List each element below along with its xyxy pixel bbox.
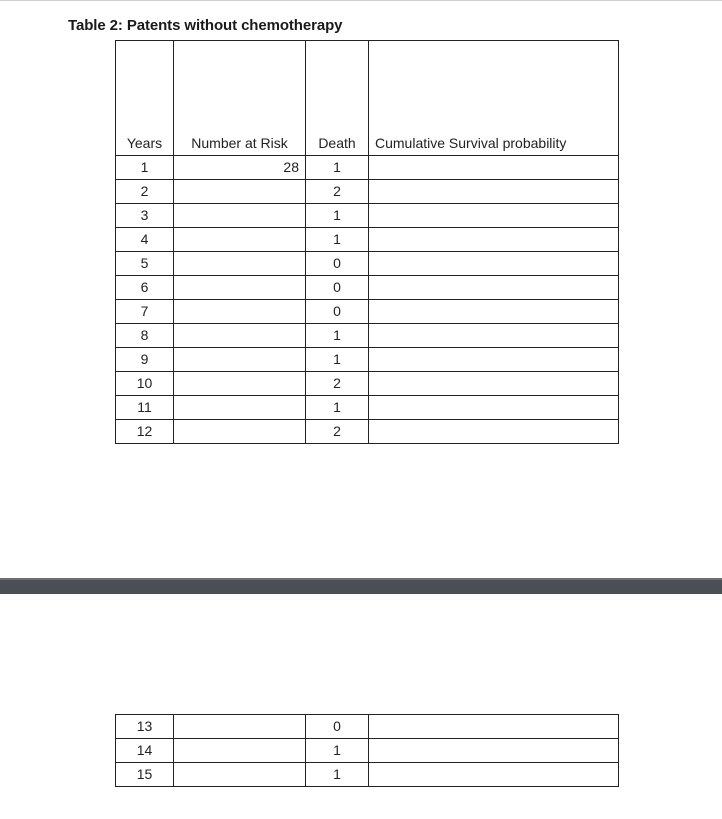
cell-cumulative-survival (369, 180, 619, 204)
table-row (116, 156, 619, 180)
cell-death: 0 (306, 276, 369, 300)
cell-cumulative-survival (369, 763, 619, 787)
cell-years: 8 (116, 324, 174, 348)
cell-death: 1 (306, 396, 369, 420)
cell-cumulative-survival (369, 228, 619, 252)
table-title: Table 2: Patents without chemotherapy (68, 17, 343, 34)
table-row (116, 372, 619, 396)
cell-death: 0 (306, 252, 369, 276)
cell-death: 2 (306, 180, 369, 204)
cell-years: 2 (116, 180, 174, 204)
cell-years: 13 (116, 715, 174, 739)
cell-years: 9 (116, 348, 174, 372)
cell-cumulative-survival (369, 204, 619, 228)
cell-death: 1 (306, 763, 369, 787)
cell-number-at-risk (174, 252, 306, 276)
cell-years: 4 (116, 228, 174, 252)
cell-number-at-risk (174, 228, 306, 252)
cell-cumulative-survival (369, 156, 619, 180)
cell-number-at-risk (174, 739, 306, 763)
cell-cumulative-survival (369, 715, 619, 739)
header-death: Death (306, 131, 369, 156)
cell-cumulative-survival (369, 252, 619, 276)
cell-years: 5 (116, 252, 174, 276)
cell-years: 7 (116, 300, 174, 324)
table-row (116, 739, 619, 763)
header-number-at-risk: Number at Risk (174, 131, 306, 156)
header-spacer-cell (369, 41, 619, 132)
cell-number-at-risk (174, 396, 306, 420)
cell-cumulative-survival (369, 739, 619, 763)
table-row (116, 180, 619, 204)
cell-number-at-risk (174, 763, 306, 787)
cell-death: 0 (306, 715, 369, 739)
cell-number-at-risk (174, 420, 306, 444)
cell-cumulative-survival (369, 324, 619, 348)
cell-death: 1 (306, 324, 369, 348)
cell-number-at-risk (174, 204, 306, 228)
cell-cumulative-survival (369, 300, 619, 324)
survival-table (115, 40, 619, 444)
table-row (116, 204, 619, 228)
cell-death: 1 (306, 739, 369, 763)
cell-number-at-risk (174, 324, 306, 348)
table-row (116, 228, 619, 252)
header-row (116, 131, 619, 156)
cell-cumulative-survival (369, 372, 619, 396)
header-spacer-cell (174, 41, 306, 132)
cell-number-at-risk (174, 180, 306, 204)
cell-number-at-risk (174, 715, 306, 739)
cell-cumulative-survival (369, 276, 619, 300)
header-cumulative-survival: Cumulative Survival probability (369, 131, 619, 156)
cell-death: 1 (306, 228, 369, 252)
header-spacer-cell (306, 41, 369, 132)
cell-number-at-risk (174, 348, 306, 372)
cell-years: 12 (116, 420, 174, 444)
survival-table-continued (115, 714, 619, 787)
cell-death: 2 (306, 420, 369, 444)
table-row (116, 763, 619, 787)
cell-death: 1 (306, 348, 369, 372)
cell-number-at-risk (174, 300, 306, 324)
cell-years: 11 (116, 396, 174, 420)
cell-years: 1 (116, 156, 174, 180)
table-row (116, 276, 619, 300)
table-row (116, 324, 619, 348)
header-spacer-row (116, 41, 619, 132)
cell-number-at-risk (174, 372, 306, 396)
table-row (116, 252, 619, 276)
cell-years: 3 (116, 204, 174, 228)
cell-death: 1 (306, 156, 369, 180)
cell-years: 15 (116, 763, 174, 787)
table-row (116, 715, 619, 739)
cell-cumulative-survival (369, 396, 619, 420)
header-spacer-cell (116, 41, 174, 132)
cell-number-at-risk: 28 (174, 156, 306, 180)
cell-number-at-risk (174, 276, 306, 300)
table-row (116, 348, 619, 372)
table-row (116, 396, 619, 420)
cell-death: 0 (306, 300, 369, 324)
cell-death: 1 (306, 204, 369, 228)
cell-death: 2 (306, 372, 369, 396)
cell-cumulative-survival (369, 348, 619, 372)
cell-years: 10 (116, 372, 174, 396)
table-row (116, 300, 619, 324)
cell-cumulative-survival (369, 420, 619, 444)
cell-years: 6 (116, 276, 174, 300)
table-row (116, 420, 619, 444)
header-years: Years (116, 131, 174, 156)
cell-years: 14 (116, 739, 174, 763)
